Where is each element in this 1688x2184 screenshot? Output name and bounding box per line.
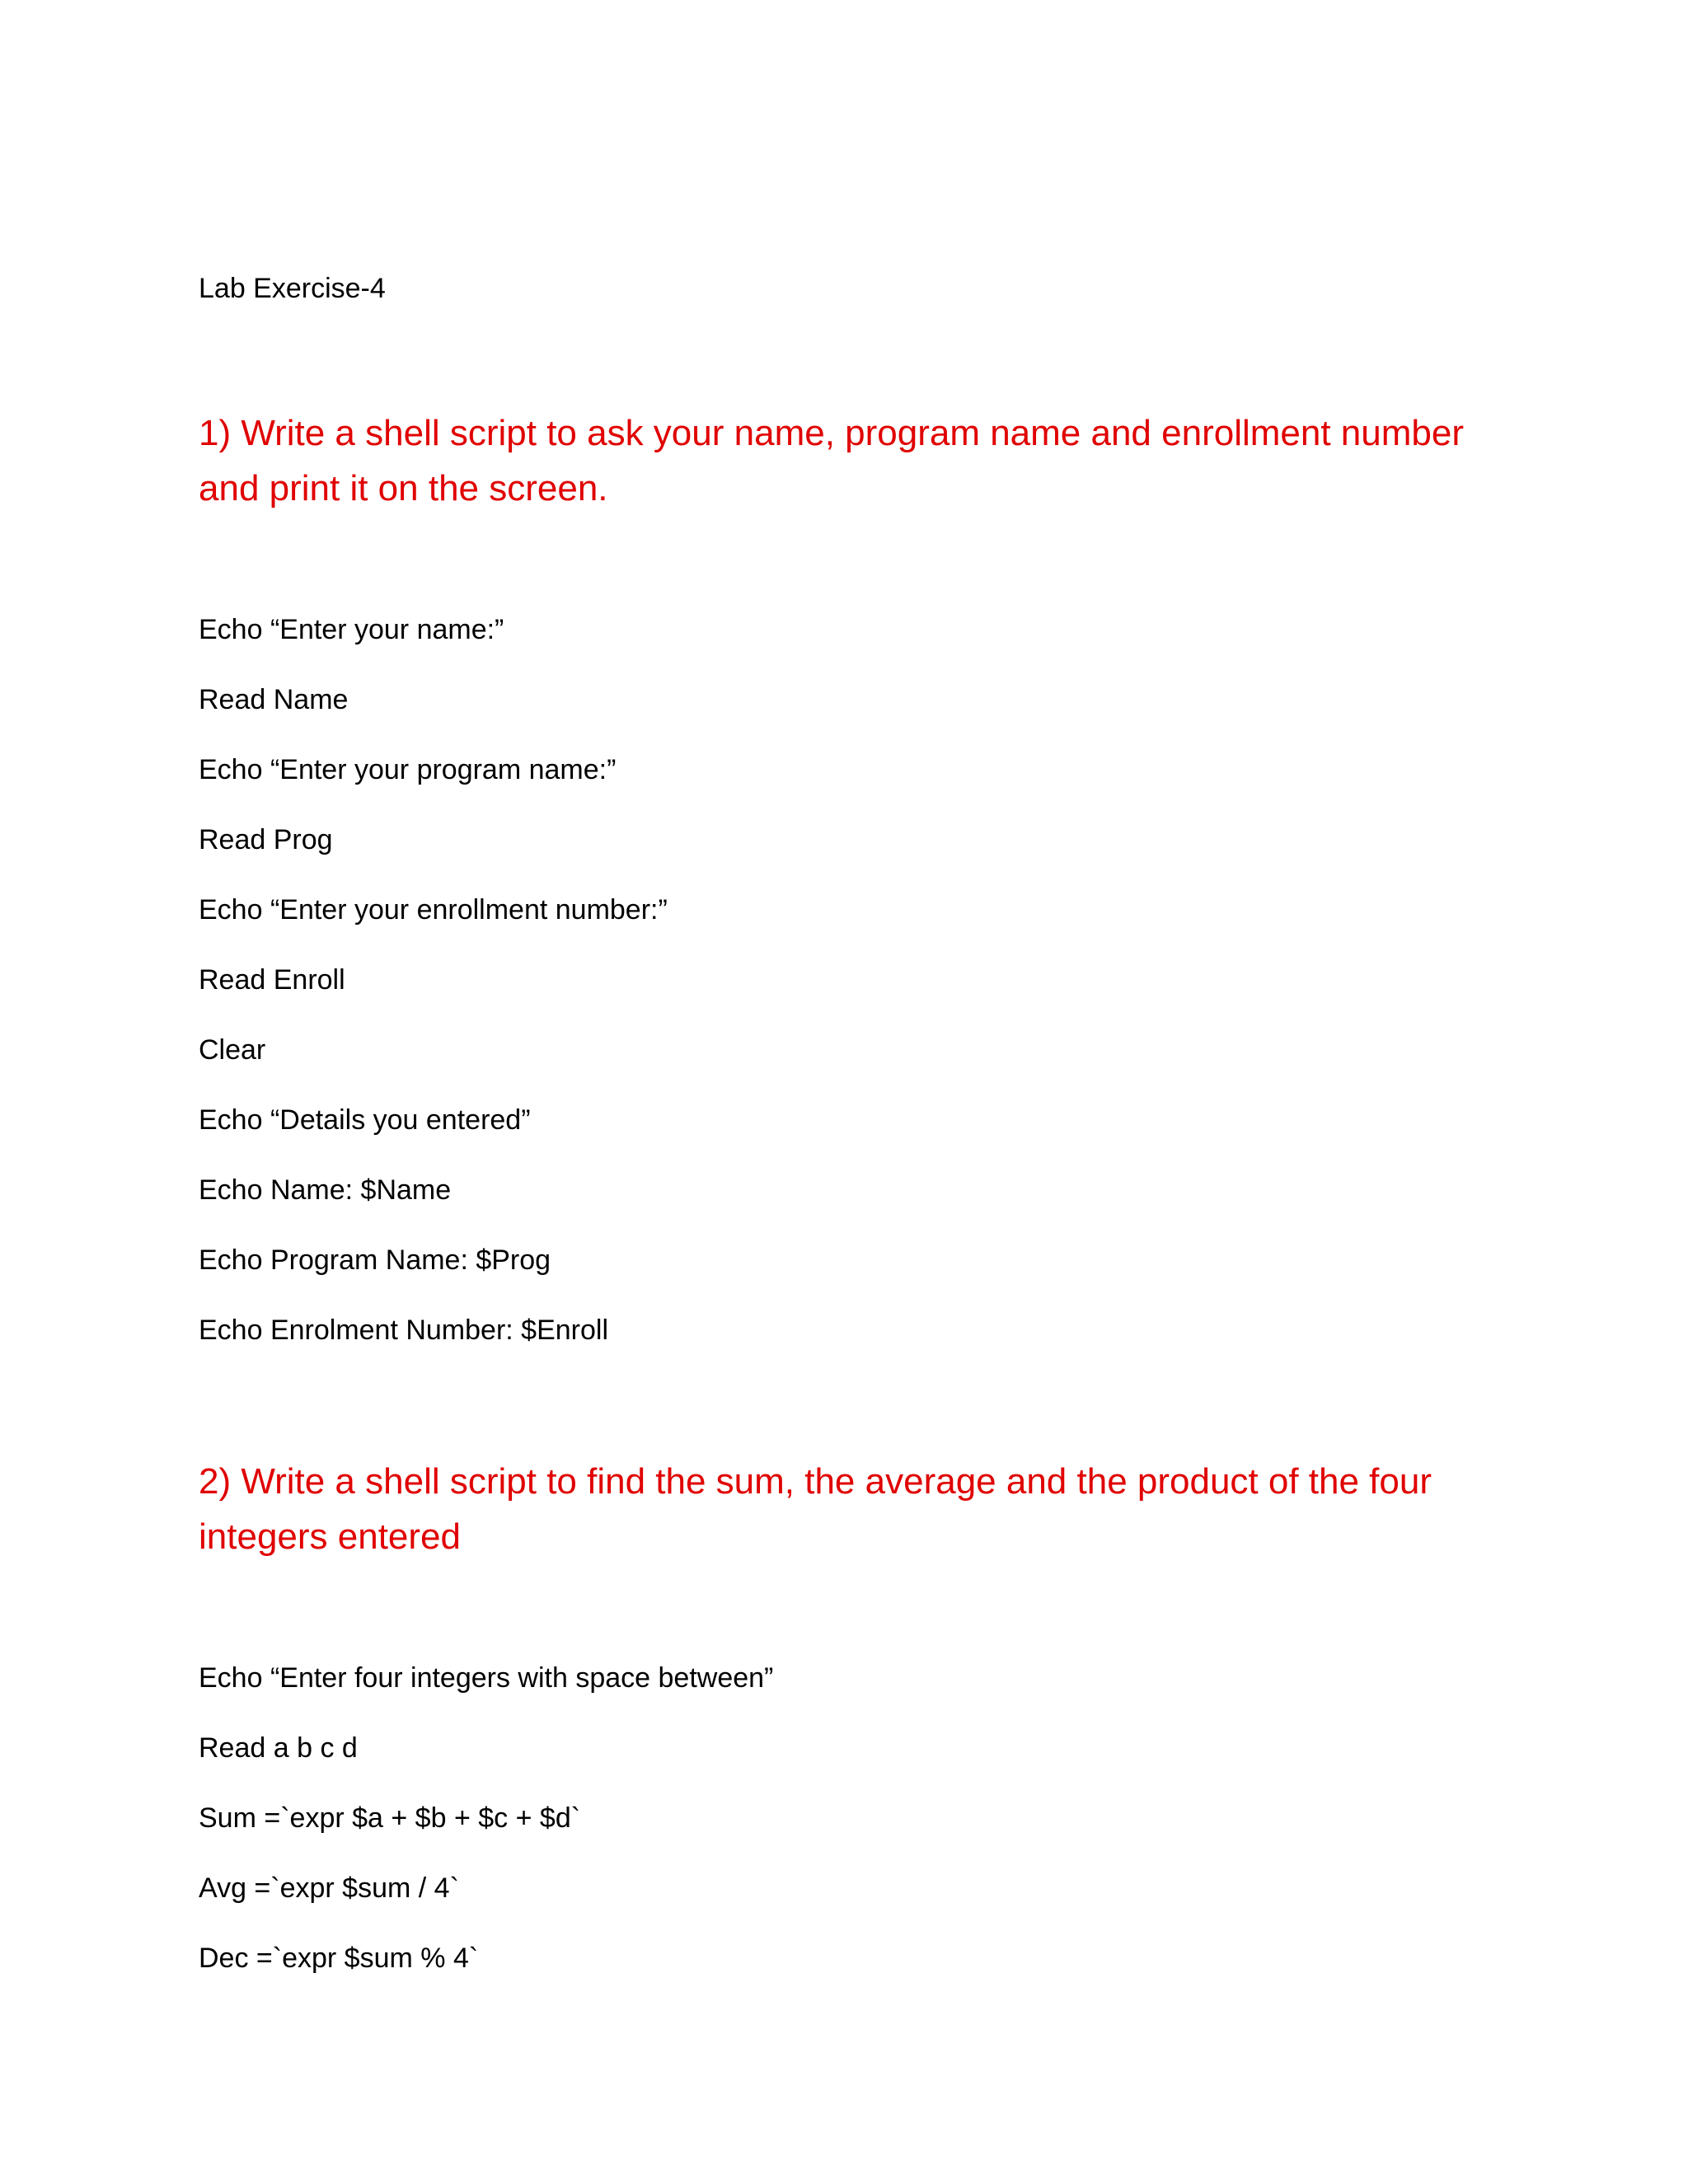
script-1-line-4: Read Prog <box>199 824 333 855</box>
question-2-heading-line-1: 2) Write a shell script to find the sum, the average and the product of the four <box>199 1461 1432 1502</box>
question-1-heading <box>199 405 1501 516</box>
script-2-line-2: Read a b c d <box>199 1732 358 1764</box>
script-1-line-7: Clear <box>199 1034 266 1066</box>
script-1-line-9: Echo Name: $Name <box>199 1174 452 1206</box>
script-2-line-3: Sum =`expr $a + $b + $c + $d` <box>199 1802 581 1834</box>
question-2-heading-line-2: integers entered <box>199 1516 461 1557</box>
question-1-heading-line-2: and print it on the screen. <box>199 468 608 509</box>
script-2-line-4: Avg =`expr $sum / 4` <box>199 1872 459 1904</box>
document-title: Lab Exercise-4 <box>199 273 386 304</box>
question-2-heading <box>199 1454 1501 1564</box>
script-1-line-1: Echo “Enter your name:” <box>199 614 504 645</box>
script-1-line-10: Echo Program Name: $Prog <box>199 1244 551 1276</box>
script-2-line-1: Echo “Enter four integers with space between” <box>199 1662 774 1694</box>
script-1-line-8: Echo “Details you entered” <box>199 1104 531 1136</box>
script-1-line-2: Read Name <box>199 684 349 715</box>
script-1-line-5: Echo “Enter your enrollment number:” <box>199 894 668 926</box>
script-1-line-3: Echo “Enter your program name:” <box>199 754 617 785</box>
script-1-line-6: Read Enroll <box>199 964 345 996</box>
script-1-line-11: Echo Enrolment Number: $Enroll <box>199 1315 609 1346</box>
script-2-line-5: Dec =`expr $sum % 4` <box>199 1943 479 1974</box>
question-1-heading-line-1: 1) Write a shell script to ask your name, program name and enrollment number <box>199 413 1464 453</box>
